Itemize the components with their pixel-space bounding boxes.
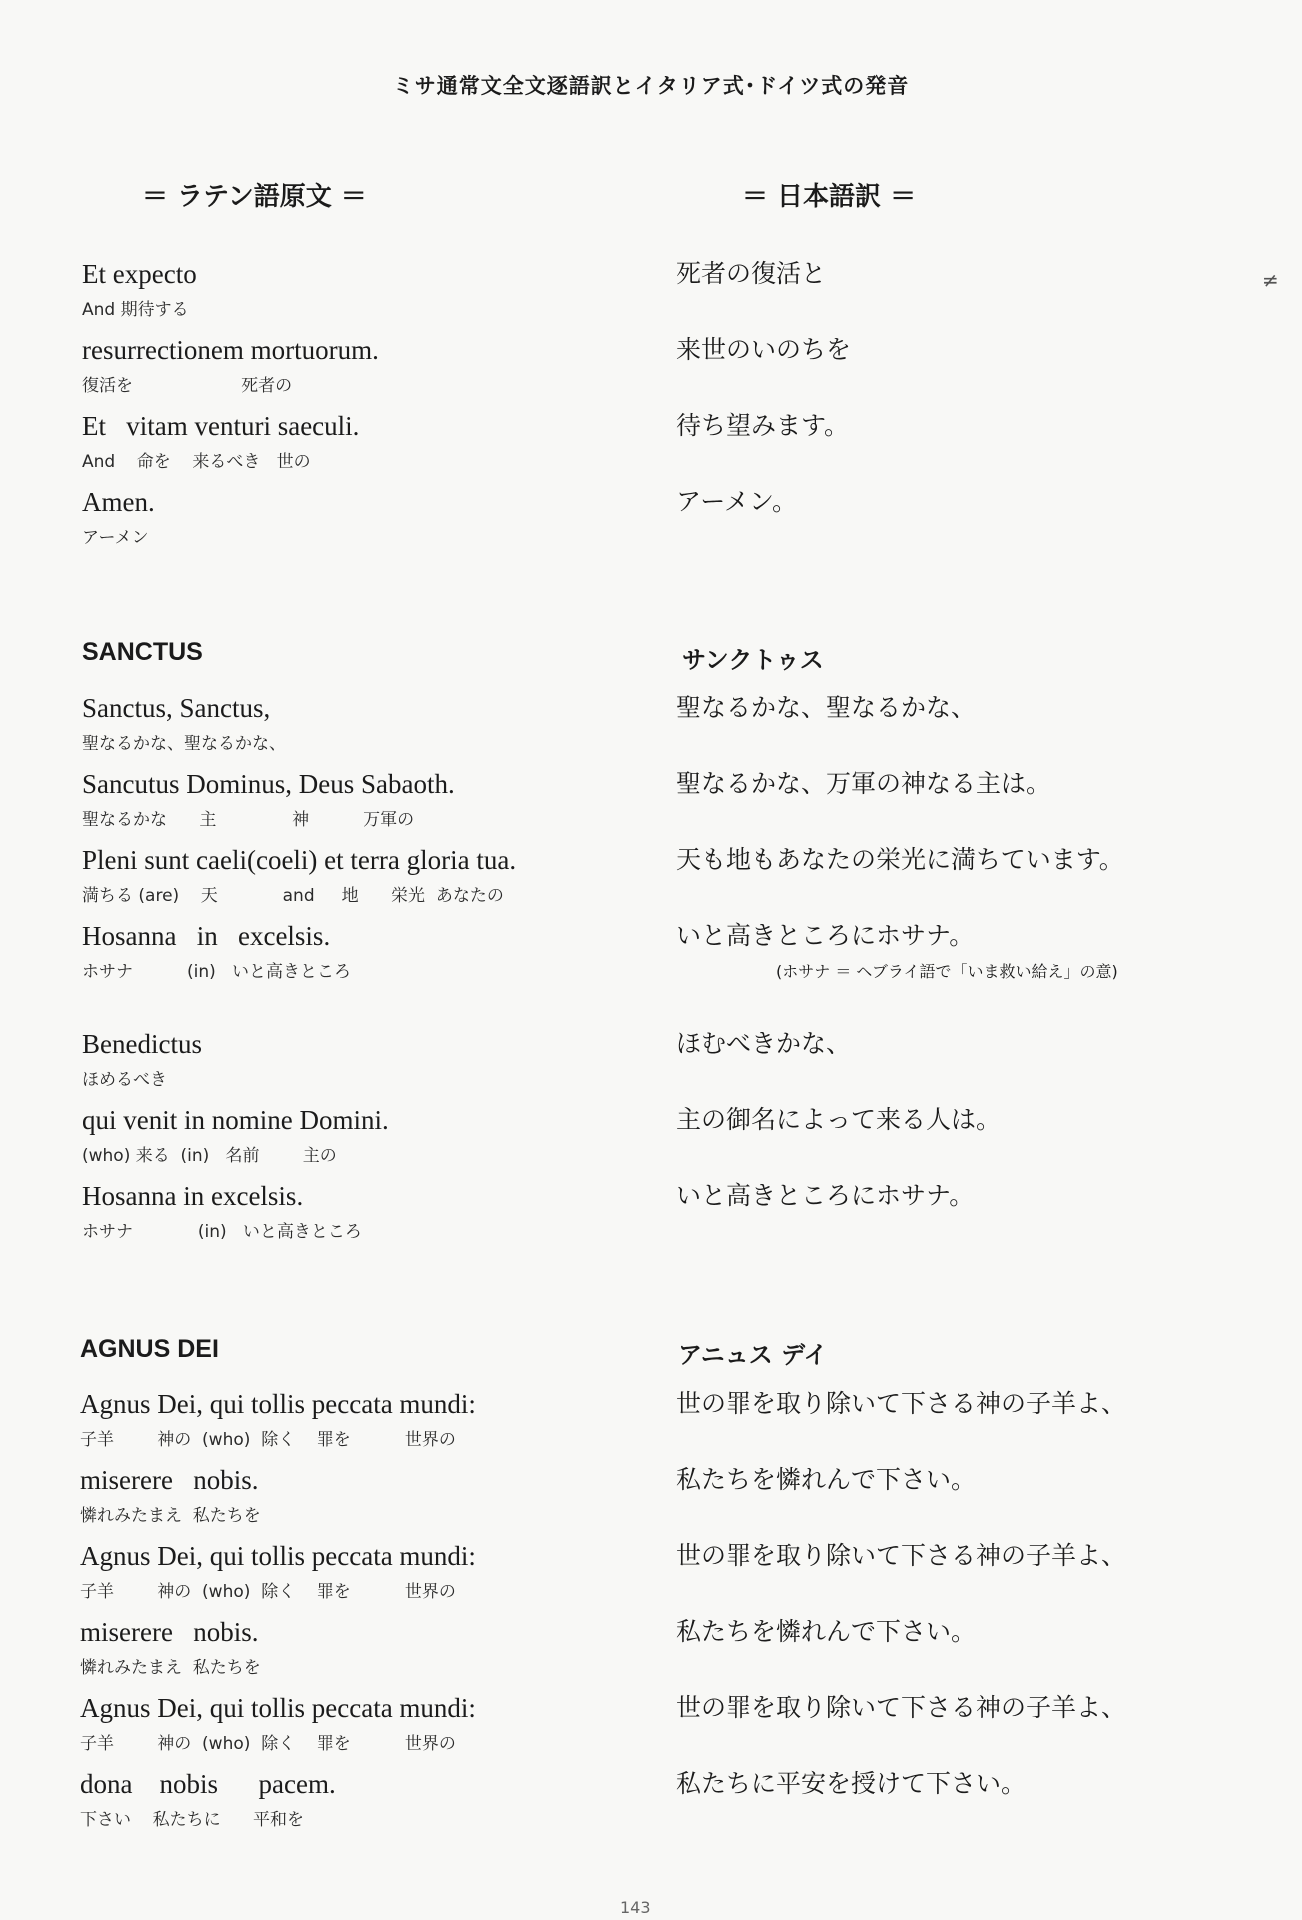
japanese-line: 聖なるかな、万軍の神なる主は。 [676,769,1052,798]
gloss-line: And 命を 来るべき 世の [82,452,311,472]
japanese-line: 来世のいのちを [676,335,852,364]
latin-line: Benedictus [82,1029,202,1059]
page-number: 143 [620,1898,651,1917]
credo-japanese-block [676,254,1276,522]
gloss-line: 憐れみたまえ 私たちを [80,1506,261,1526]
japanese-line: 私たちを憐れんで下さい。 [676,1617,977,1646]
japanese-line: 世の罪を取り除いて下さる神の子羊よ、 [676,1541,1127,1570]
japanese-line: 天も地もあなたの栄光に満ちています。 [676,845,1124,874]
gloss-line: 憐れみたまえ 私たちを [80,1658,261,1678]
japanese-line: アーメン。 [676,487,798,516]
latin-line: Agnus Dei, qui tollis peccata mundi: [80,1693,476,1723]
japanese-line: いと高きところにホサナ。 [676,1181,975,1210]
latin-line: Hosanna in excelsis. [82,921,331,951]
japanese-line: 待ち望みます。 [676,411,850,440]
japanese-line: 世の罪を取り除いて下さる神の子羊よ、 [676,1693,1127,1722]
latin-line: miserere nobis. [80,1617,259,1647]
sanctus-latin-block [82,688,642,1252]
gloss-line: 満ちる (are) 天 and 地 栄光 あなたの [82,886,504,906]
gloss-line: 聖なるかな 主 神 万軍の [82,810,415,830]
japanese-line: 世の罪を取り除いて下さる神の子羊よ、 [676,1389,1127,1418]
latin-line: Hosanna in excelsis. [82,1181,304,1211]
japanese-line: 聖なるかな、聖なるかな、 [676,693,977,722]
margin-mark: ≠ [1262,268,1279,292]
latin-line: Pleni sunt caeli(coeli) et terra gloria tua. [82,845,517,875]
latin-line: Sanctus, Sanctus, [82,693,271,723]
latin-line: Agnus Dei, qui tollis peccata mundi: [80,1541,476,1571]
japanese-line: 私たちを憐れんで下さい。 [676,1465,977,1494]
gloss-line: ホサナ (in) いと高きところ [82,962,352,982]
credo-latin-block [82,254,642,558]
latin-line: dona nobis pacem. [80,1769,336,1799]
latin-line: Et vitam venturi saeculi. [82,411,360,441]
latin-line: Agnus Dei, qui tollis peccata mundi: [80,1389,476,1419]
gloss-line: ホサナ (in) いと高きところ [82,1222,362,1242]
latin-line: Amen. [82,487,155,517]
latin-line: Sancutus Dominus, Deus Sabaoth. [82,769,455,799]
sanctus-heading: SANCTUS [82,638,203,666]
agnus-dei-heading: AGNUS DEI [80,1335,219,1363]
hosanna-note: (ホサナ ＝ ヘブライ語で「いま救い給え」の意) [776,962,1118,981]
agnus-dei-japanese-block [676,1384,1276,1804]
gloss-line: 子羊 神の (who) 除く 罪を 世界の [80,1734,456,1754]
agnus-dei-latin-block [80,1384,640,1840]
gloss-line: 下さい 私たちに 平和を [80,1810,305,1830]
sanctus-japanese-block [676,688,1276,1216]
japanese-line: ほむべきかな、 [676,1029,852,1058]
latin-line: resurrectionem mortuorum. [82,335,379,365]
japanese-column-heading: ＝ 日本語訳 ＝ [742,182,917,212]
page-title: ミサ通常文全文逐語訳とイタリア式･ドイツ式の発音 [392,74,910,98]
gloss-line: And 期待する [82,300,189,320]
gloss-line: アーメン [82,528,149,548]
gloss-line: ほめるべき [82,1070,167,1090]
gloss-line: 復活を 死者の [82,376,293,396]
latin-line: qui venit in nomine Domini. [82,1105,389,1135]
agnus-dei-heading-jp: アニュス デイ [678,1341,828,1369]
latin-line: Et expecto [82,259,197,289]
latin-column-heading: ＝ ラテン語原文 ＝ [142,182,367,212]
gloss-line: (who) 来る (in) 名前 主の [82,1146,337,1166]
gloss-line: 子羊 神の (who) 除く 罪を 世界の [80,1582,456,1602]
japanese-line: 主の御名によって来る人は。 [676,1105,1002,1134]
gloss-line: 子羊 神の (who) 除く 罪を 世界の [80,1430,456,1450]
latin-line: miserere nobis. [80,1465,259,1495]
japanese-line: いと高きところにホサナ。 [676,921,975,950]
japanese-line: 死者の復活と [676,259,827,288]
gloss-line: 聖なるかな、聖なるかな、 [82,734,286,754]
japanese-line: 私たちに平安を授けて下さい。 [676,1769,1027,1798]
sanctus-heading-jp: サンクトゥス [682,646,824,674]
